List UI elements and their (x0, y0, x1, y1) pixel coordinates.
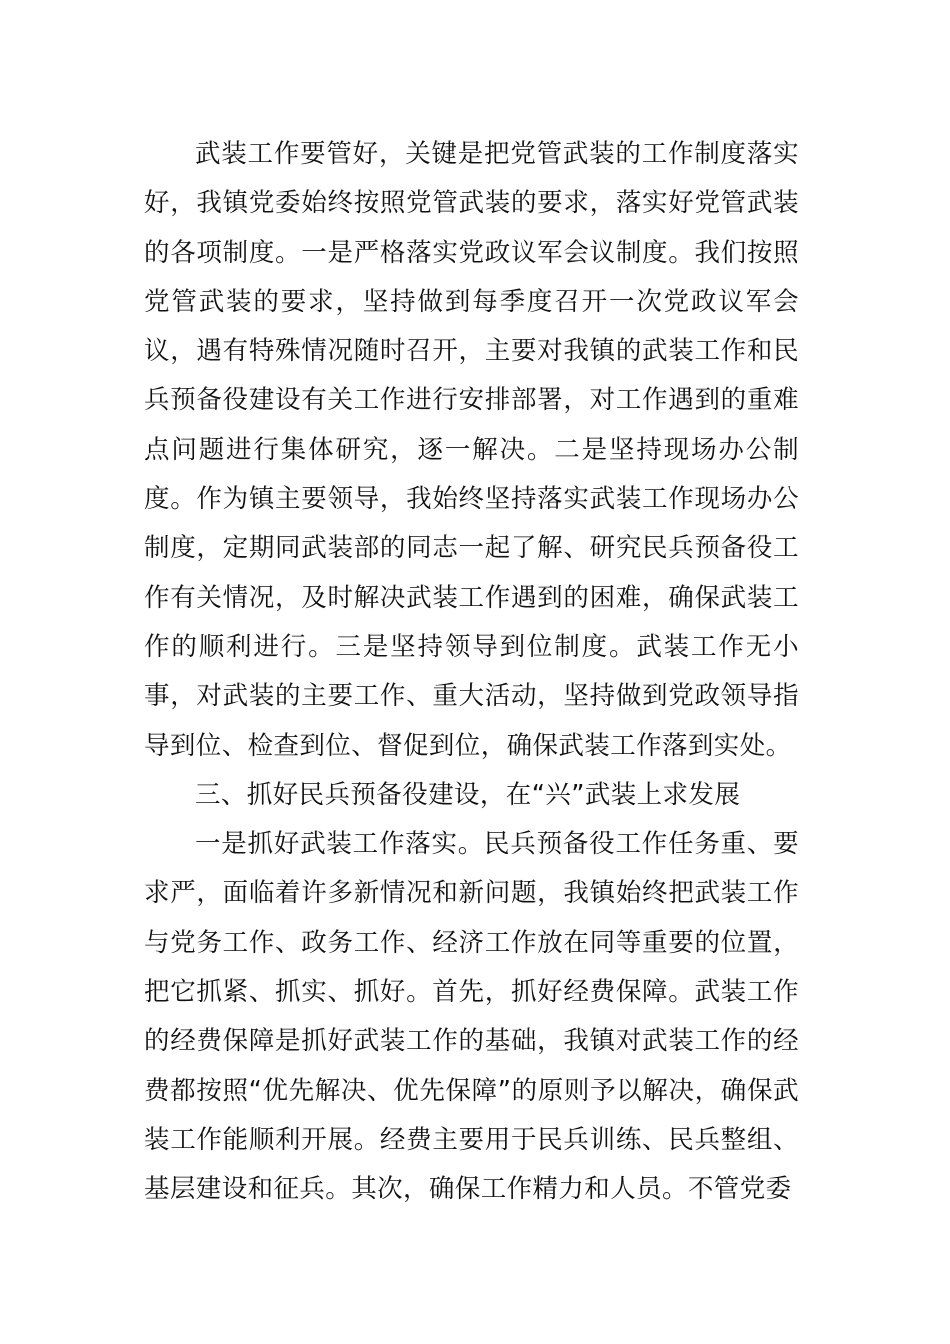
paragraph-party-control-system: 武装工作要管好，关键是把党管武装的工作制度落实好，我镇党委始终按照党管武装的要求，落实好党管武装的各项制度。一是严格落实党政议军会议制度。我们按照党管武装的要求，坚持做到每季度召开一次党政议军会议，遇有特殊情况随时召开，主要对我镇的武装工作和民兵预备役建设有关工作进行安排部署，对工作遇到的重难点问题进行集体研究，逐一解决。二是坚持现场办公制度。作为镇主要领导，我始终坚持落实武装工作现场办公制度，定期同武装部的同志一起了解、研究民兵预备役工作有关情况，及时解决武装工作遇到的困难，确保武装工作的顺利进行。三是坚持领导到位制度。武装工作无小事，对武装的主要工作、重大活动，坚持做到党政领导指导到位、检查到位、督促到位，确保武装工作落到实处。 (144, 139, 799, 761)
section-heading-militia-reserve: 三、抓好民兵预备役建设，在“兴”武装上求发展 (195, 779, 741, 810)
paragraph-implement-armed-work: 一是抓好武装工作落实。民兵预备役工作任务重、要求严，面临着许多新情况和新问题，我镇始终把武装工作与党务工作、政务工作、经济工作放在同等重要的位置，把它抓紧、抓实、抓好。首先，抓好经费保障。武装工作的经费保障是抓好武装工作的基础，我镇对武装工作的经费都按照“优先解决、优先保障”的原则予以解决，确保武装工作能顺利开展。经费主要用于民兵训练、民兵整组、基层建设和征兵。其次，确保工作精力和人员。不管党委 (144, 829, 799, 1205)
document-body (144, 130, 799, 1215)
